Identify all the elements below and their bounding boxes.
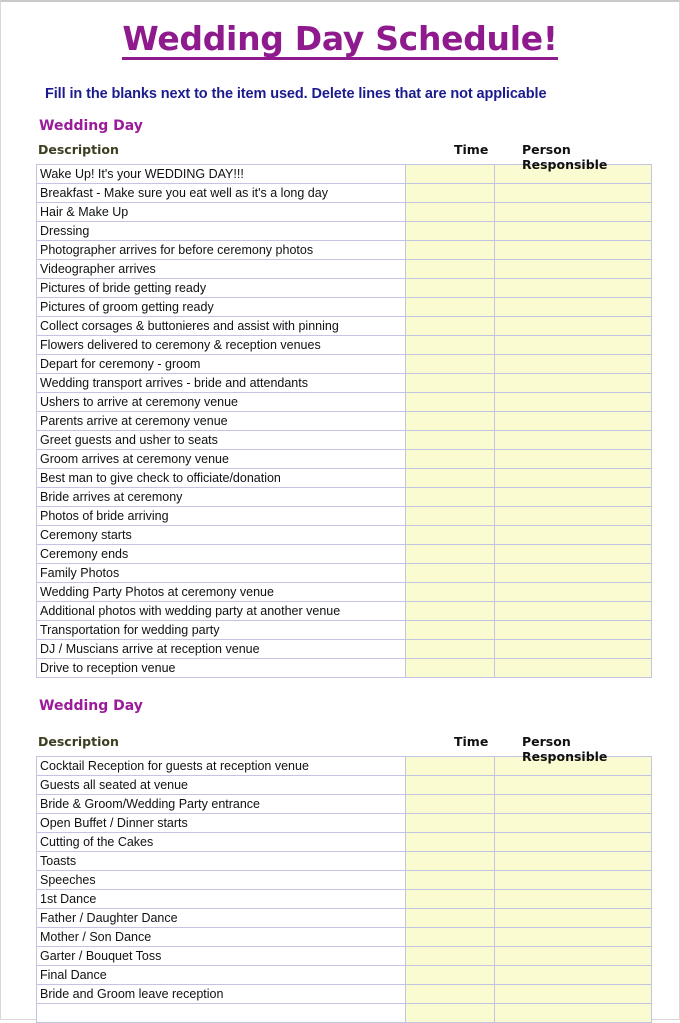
page-content bbox=[1, 2, 679, 1023]
column-header-person-responsible: Person Responsible bbox=[522, 142, 608, 172]
table-row bbox=[37, 545, 652, 564]
column-header-description: Description bbox=[38, 142, 119, 157]
cell-person-responsible[interactable] bbox=[495, 947, 652, 966]
cell-description[interactable]: Photographer arrives for before ceremony photos bbox=[37, 241, 406, 260]
schedule-table-body-1 bbox=[37, 165, 652, 678]
cell-description[interactable]: Best man to give check to officiate/donation bbox=[37, 469, 406, 488]
cell-time[interactable] bbox=[406, 564, 495, 583]
cell-person-responsible[interactable] bbox=[495, 545, 652, 564]
cell-person-responsible[interactable] bbox=[495, 355, 652, 374]
cell-time[interactable] bbox=[406, 374, 495, 393]
table-row bbox=[37, 659, 652, 678]
cell-description[interactable]: Greet guests and usher to seats bbox=[37, 431, 406, 450]
table-row bbox=[37, 621, 652, 640]
cell-time[interactable] bbox=[406, 203, 495, 222]
section-heading-1: Wedding Day bbox=[39, 118, 143, 134]
table-row bbox=[37, 241, 652, 260]
cell-time[interactable] bbox=[406, 776, 495, 795]
table-row bbox=[37, 469, 652, 488]
cell-time[interactable] bbox=[406, 909, 495, 928]
cell-time[interactable] bbox=[406, 947, 495, 966]
cell-time[interactable] bbox=[406, 852, 495, 871]
cell-description[interactable]: 1st Dance bbox=[37, 890, 406, 909]
schedule-section-1 bbox=[21, 102, 659, 678]
table-row bbox=[37, 814, 652, 833]
table-row bbox=[37, 890, 652, 909]
cell-person-responsible[interactable] bbox=[495, 985, 652, 1004]
cell-description[interactable]: Wedding Party Photos at ceremony venue bbox=[37, 583, 406, 602]
cell-description[interactable]: Breakfast - Make sure you eat well as it's a long day bbox=[37, 184, 406, 203]
cell-person-responsible[interactable] bbox=[495, 298, 652, 317]
cell-description[interactable]: Parents arrive at ceremony venue bbox=[37, 412, 406, 431]
page-title-text: Wedding Day Schedule! bbox=[122, 19, 558, 58]
cell-description[interactable]: Guests all seated at venue bbox=[37, 776, 406, 795]
cell-description[interactable]: Bride arrives at ceremony bbox=[37, 488, 406, 507]
table-row bbox=[37, 602, 652, 621]
table-row bbox=[37, 909, 652, 928]
cell-description[interactable]: Drive to reception venue bbox=[37, 659, 406, 678]
cell-person-responsible[interactable] bbox=[495, 564, 652, 583]
instruction-text: Fill in the blanks next to the item used. Delete lines that are not applicable bbox=[45, 86, 547, 102]
cell-person-responsible[interactable] bbox=[495, 526, 652, 545]
cell-person-responsible[interactable] bbox=[495, 909, 652, 928]
cell-description[interactable]: Ushers to arrive at ceremony venue bbox=[37, 393, 406, 412]
section-heading-2: Wedding Day bbox=[39, 698, 143, 714]
cell-person-responsible[interactable] bbox=[495, 966, 652, 985]
cell-time[interactable] bbox=[406, 659, 495, 678]
column-headers-1 bbox=[36, 142, 639, 172]
table-row bbox=[37, 298, 652, 317]
cell-time[interactable] bbox=[406, 985, 495, 1004]
cell-description[interactable]: Pictures of groom getting ready bbox=[37, 298, 406, 317]
table-row bbox=[37, 184, 652, 203]
cell-time[interactable] bbox=[406, 469, 495, 488]
cell-time[interactable] bbox=[406, 507, 495, 526]
cell-time[interactable] bbox=[406, 279, 495, 298]
cell-person-responsible[interactable] bbox=[495, 871, 652, 890]
cell-person-responsible[interactable] bbox=[495, 279, 652, 298]
column-header-person-responsible: Person Responsible bbox=[522, 734, 608, 764]
cell-description[interactable]: Hair & Make Up bbox=[37, 203, 406, 222]
cell-person-responsible[interactable] bbox=[495, 928, 652, 947]
cell-person-responsible[interactable] bbox=[495, 814, 652, 833]
cell-time[interactable] bbox=[406, 222, 495, 241]
cell-person-responsible[interactable] bbox=[495, 317, 652, 336]
cell-person-responsible[interactable] bbox=[495, 659, 652, 678]
cell-person-responsible[interactable] bbox=[495, 241, 652, 260]
cell-time[interactable] bbox=[406, 757, 495, 776]
cell-person-responsible[interactable] bbox=[495, 260, 652, 279]
cell-description[interactable]: Bride and Groom leave reception bbox=[37, 985, 406, 1004]
column-header-description: Description bbox=[38, 734, 119, 749]
cell-description[interactable]: Ceremony starts bbox=[37, 526, 406, 545]
cell-time[interactable] bbox=[406, 393, 495, 412]
cell-person-responsible[interactable] bbox=[495, 431, 652, 450]
cell-time[interactable] bbox=[406, 966, 495, 985]
table-row bbox=[37, 526, 652, 545]
cell-person-responsible[interactable] bbox=[495, 450, 652, 469]
cell-person-responsible[interactable] bbox=[495, 222, 652, 241]
cell-time[interactable] bbox=[406, 336, 495, 355]
cell-time[interactable] bbox=[406, 890, 495, 909]
cell-person-responsible[interactable] bbox=[495, 374, 652, 393]
cell-time[interactable] bbox=[406, 241, 495, 260]
column-header-time: Time bbox=[454, 142, 489, 157]
cell-time[interactable] bbox=[406, 833, 495, 852]
cell-time[interactable] bbox=[406, 928, 495, 947]
cell-person-responsible[interactable] bbox=[495, 890, 652, 909]
cell-description[interactable]: Toasts bbox=[37, 852, 406, 871]
cell-person-responsible[interactable] bbox=[495, 583, 652, 602]
cell-description[interactable]: Family Photos bbox=[37, 564, 406, 583]
table-row bbox=[37, 507, 652, 526]
cell-time[interactable] bbox=[406, 814, 495, 833]
cell-description[interactable]: Wedding transport arrives - bride and attendants bbox=[37, 374, 406, 393]
cell-person-responsible[interactable] bbox=[495, 795, 652, 814]
cell-description[interactable]: Mother / Son Dance bbox=[37, 928, 406, 947]
table-row bbox=[37, 795, 652, 814]
cell-description[interactable]: Additional photos with wedding party at another venue bbox=[37, 602, 406, 621]
cell-person-responsible[interactable] bbox=[495, 621, 652, 640]
table-row bbox=[37, 583, 652, 602]
cell-person-responsible[interactable] bbox=[495, 833, 652, 852]
cell-description[interactable]: Father / Daughter Dance bbox=[37, 909, 406, 928]
cell-description[interactable]: Cutting of the Cakes bbox=[37, 833, 406, 852]
table-row bbox=[37, 966, 652, 985]
table-row bbox=[37, 852, 652, 871]
cell-person-responsible[interactable] bbox=[495, 776, 652, 795]
table-row bbox=[37, 776, 652, 795]
table-row bbox=[37, 871, 652, 890]
cell-description[interactable]: Bride & Groom/Wedding Party entrance bbox=[37, 795, 406, 814]
table-row bbox=[37, 222, 652, 241]
cell-description[interactable]: Photos of bride arriving bbox=[37, 507, 406, 526]
page-title bbox=[21, 2, 659, 60]
cell-person-responsible[interactable] bbox=[495, 412, 652, 431]
table-row bbox=[37, 564, 652, 583]
cell-description[interactable]: Depart for ceremony - groom bbox=[37, 355, 406, 374]
table-row bbox=[37, 412, 652, 431]
schedule-table-body-2 bbox=[37, 757, 652, 1023]
table-row bbox=[37, 947, 652, 966]
table-row bbox=[37, 640, 652, 659]
cell-description[interactable]: Collect corsages & buttonieres and assist with pinning bbox=[37, 317, 406, 336]
cell-person-responsible[interactable] bbox=[495, 336, 652, 355]
table-row bbox=[37, 928, 652, 947]
cell-time[interactable] bbox=[406, 795, 495, 814]
cell-person-responsible[interactable] bbox=[495, 602, 652, 621]
cell-person-responsible[interactable] bbox=[495, 507, 652, 526]
cell-time[interactable] bbox=[406, 602, 495, 621]
table-row bbox=[37, 488, 652, 507]
cell-description[interactable]: DJ / Muscians arrive at reception venue bbox=[37, 640, 406, 659]
table-row bbox=[37, 279, 652, 298]
cell-time[interactable] bbox=[406, 871, 495, 890]
cell-description[interactable]: Ceremony ends bbox=[37, 545, 406, 564]
cell-description[interactable]: Flowers delivered to ceremony & reception venues bbox=[37, 336, 406, 355]
schedule-table-1 bbox=[36, 164, 652, 678]
table-row bbox=[37, 393, 652, 412]
table-row bbox=[37, 985, 652, 1004]
column-headers-2 bbox=[36, 734, 639, 764]
table-row bbox=[37, 374, 652, 393]
table-row bbox=[37, 833, 652, 852]
cell-description[interactable]: Cocktail Reception for guests at reception venue bbox=[37, 757, 406, 776]
cell-description[interactable]: Wake Up! It's your WEDDING DAY!!! bbox=[37, 165, 406, 184]
table-row bbox=[37, 355, 652, 374]
cell-time[interactable] bbox=[406, 165, 495, 184]
cell-person-responsible[interactable] bbox=[495, 640, 652, 659]
cell-description[interactable]: Speeches bbox=[37, 871, 406, 890]
cell-description[interactable]: Groom arrives at ceremony venue bbox=[37, 450, 406, 469]
table-row bbox=[37, 450, 652, 469]
cell-time[interactable] bbox=[406, 260, 495, 279]
cell-description[interactable]: Pictures of bride getting ready bbox=[37, 279, 406, 298]
cell-person-responsible[interactable] bbox=[495, 184, 652, 203]
column-header-time: Time bbox=[454, 734, 489, 749]
cell-time[interactable] bbox=[406, 488, 495, 507]
cell-description[interactable]: Videographer arrives bbox=[37, 260, 406, 279]
cell-time[interactable] bbox=[406, 412, 495, 431]
cell-person-responsible[interactable] bbox=[495, 393, 652, 412]
cell-description[interactable]: Open Buffet / Dinner starts bbox=[37, 814, 406, 833]
cell-description[interactable]: Garter / Bouquet Toss bbox=[37, 947, 406, 966]
cell-time[interactable] bbox=[406, 526, 495, 545]
cell-time[interactable] bbox=[406, 545, 495, 564]
table-row bbox=[37, 317, 652, 336]
table-row bbox=[37, 260, 652, 279]
table-row bbox=[37, 431, 652, 450]
schedule-section-2 bbox=[21, 680, 659, 1023]
cell-person-responsible[interactable] bbox=[495, 852, 652, 871]
cell-person-responsible[interactable] bbox=[495, 203, 652, 222]
cell-person-responsible[interactable] bbox=[495, 488, 652, 507]
cell-time[interactable] bbox=[406, 184, 495, 203]
cell-time[interactable] bbox=[406, 431, 495, 450]
cell-time[interactable] bbox=[406, 355, 495, 374]
cell-description[interactable]: Transportation for wedding party bbox=[37, 621, 406, 640]
table-row bbox=[37, 336, 652, 355]
cell-time[interactable] bbox=[406, 450, 495, 469]
cell-time[interactable] bbox=[406, 298, 495, 317]
cell-description[interactable]: Dressing bbox=[37, 222, 406, 241]
table-row bbox=[37, 203, 652, 222]
cell-time[interactable] bbox=[406, 583, 495, 602]
cell-person-responsible[interactable] bbox=[495, 469, 652, 488]
cell-time[interactable] bbox=[406, 317, 495, 336]
cell-description[interactable]: Final Dance bbox=[37, 966, 406, 985]
cell-time[interactable] bbox=[406, 621, 495, 640]
cell-time[interactable] bbox=[406, 640, 495, 659]
schedule-table-2 bbox=[36, 756, 652, 1023]
